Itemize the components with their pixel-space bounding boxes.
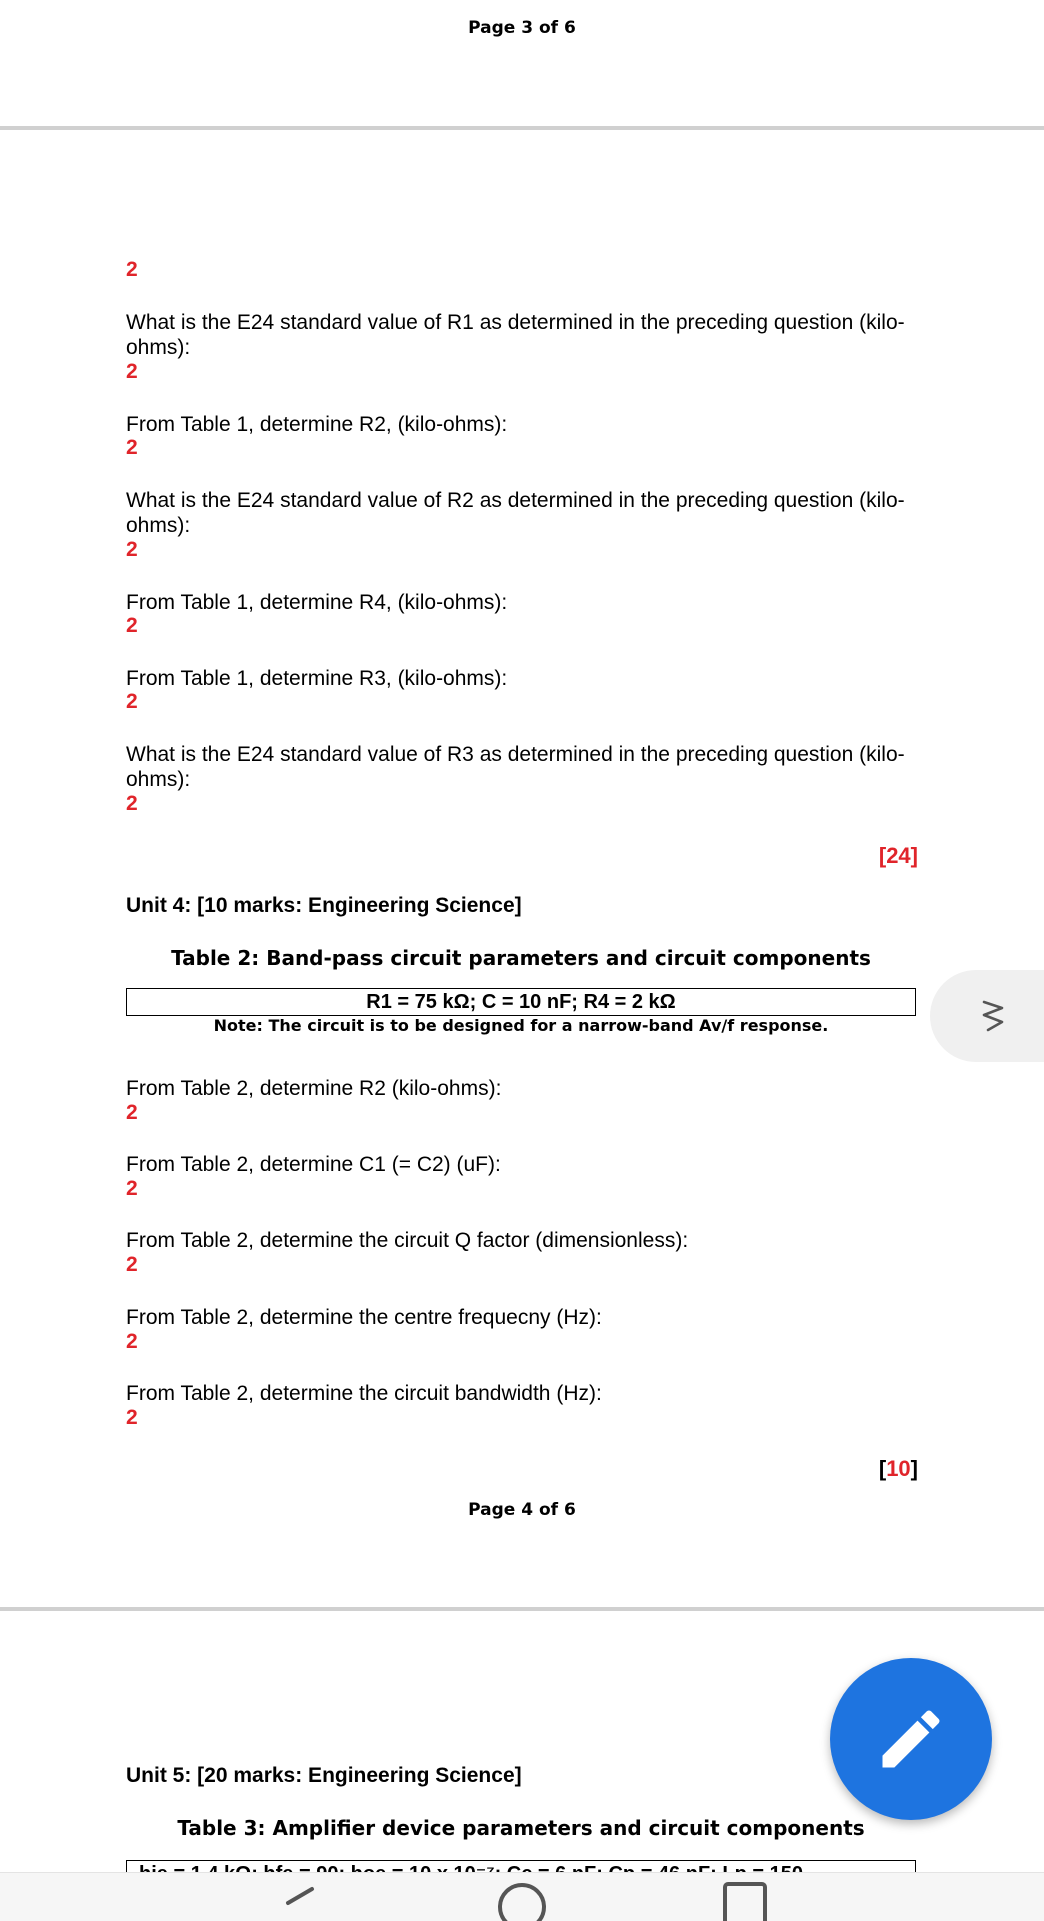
side-panel-tab[interactable] <box>930 970 1044 1062</box>
question-text: From Table 1, determine R4, (kilo-ohms): <box>126 591 508 614</box>
answer-value: 2 <box>126 614 138 637</box>
question-text: From Table 2, determine R2 (kilo-ohms): <box>126 1077 502 1100</box>
back-icon[interactable] <box>280 1881 320 1921</box>
total-value: 10 <box>886 1456 911 1481</box>
question-text: From Table 2, determine the circuit Q factor (dimensionless): <box>126 1229 689 1252</box>
page-divider <box>0 1607 1044 1611</box>
unit-heading: Unit 4: [10 marks: Engineering Science] <box>126 894 522 917</box>
answer-value: 2 <box>126 1330 138 1353</box>
answer-value: 2 <box>126 690 138 713</box>
answer-value: 2 <box>126 360 138 383</box>
question-text: From Table 1, determine R3, (kilo-ohms): <box>126 667 508 690</box>
squiggle-icon <box>978 998 1008 1039</box>
table-note: Note: The circuit is to be designed for a narrow-band Av/f response. <box>213 1016 829 1035</box>
recents-icon[interactable] <box>722 1881 768 1921</box>
question-text: From Table 1, determine R2, (kilo-ohms): <box>126 413 508 436</box>
answer-value: 2 <box>126 436 138 459</box>
question-text: From Table 2, determine the circuit bandwidth (Hz): <box>126 1382 602 1405</box>
edit-fab-button[interactable] <box>830 1658 992 1820</box>
system-navigation-bar <box>0 1872 1044 1921</box>
page-divider <box>0 126 1044 130</box>
page-header-4: Page 4 of 6 <box>468 1500 576 1520</box>
page-header-3: Page 3 of 6 <box>468 18 576 38</box>
unit-total: [24] <box>878 843 918 868</box>
answer-value: 2 <box>126 1406 138 1429</box>
total-bracket-close: ] <box>910 1456 918 1481</box>
answer-value: 2 <box>126 1177 138 1200</box>
pencil-icon <box>873 1701 949 1777</box>
answer-value: 2 <box>126 538 138 561</box>
total-bracket-open: [ <box>878 1456 887 1481</box>
question-text: What is the E24 standard value of R1 as determined in the preceding question (kilo-ohms): <box>126 311 905 359</box>
answer-value: 2 <box>126 1253 138 1276</box>
table-caption: Table 2: Band-pass circuit parameters and circuit components <box>171 946 871 970</box>
unit-total <box>879 1456 918 1482</box>
unit-heading: Unit 5: [20 marks: Engineering Science] <box>126 1764 522 1787</box>
question-text: From Table 2, determine C1 (= C2) (uF): <box>126 1153 501 1176</box>
question-text: From Table 2, determine the centre frequecny (Hz): <box>126 1306 602 1329</box>
table-parameters-row: R1 = 75 kΩ; C = 10 nF; R4 = 2 kΩ <box>126 988 916 1016</box>
question-text: What is the E24 standard value of R3 as determined in the preceding question (kilo-ohms): <box>126 743 905 791</box>
home-icon[interactable] <box>496 1881 548 1921</box>
question-text: What is the E24 standard value of R2 as determined in the preceding question (kilo-ohms): <box>126 489 905 537</box>
answer-value: 2 <box>126 258 138 281</box>
answer-value: 2 <box>126 1101 138 1124</box>
answer-value: 2 <box>126 792 138 815</box>
table-caption: Table 3: Amplifier device parameters and circuit components <box>177 1816 865 1840</box>
